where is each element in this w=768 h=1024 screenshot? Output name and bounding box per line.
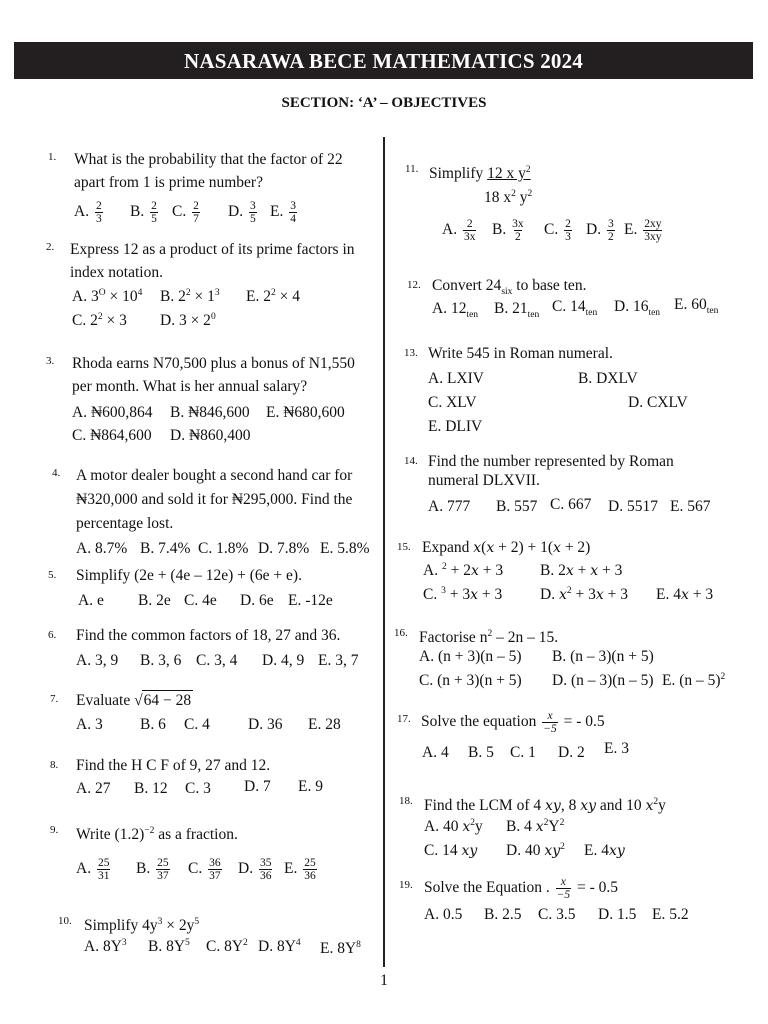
question-text: Express 12 as a product of its prime factors in index notation.: [70, 241, 355, 281]
question-text: Find the H C F of 9, 27 and 12.: [76, 757, 271, 774]
option-c: C. 3, 4: [196, 652, 238, 669]
question-number: 12.: [407, 279, 421, 291]
option-a: A. LXIV: [428, 370, 484, 387]
question-number: 17.: [397, 713, 411, 725]
option-d: D. CXLV: [628, 394, 688, 411]
option-a: A. $8Y^3$: [84, 938, 127, 956]
option-d: D. $16_{ten}$: [614, 298, 661, 319]
option-a: A. ₦600,864: [72, 404, 153, 421]
question-number: 10.: [58, 915, 72, 927]
option-b: B. 5: [468, 744, 494, 761]
option-b: B. $\frac{25}{37}$: [136, 857, 169, 882]
option-d: D. ₦860,400: [170, 427, 251, 444]
question-number: 3.: [46, 355, 55, 367]
option-d: D. 4, 9: [262, 652, 305, 669]
question-number: 5.: [48, 569, 57, 581]
option-b: B. 12: [134, 780, 168, 797]
option-e: E. $2^2 \times 4$: [246, 288, 300, 306]
option-c: C. $8Y^2$: [206, 938, 248, 956]
option-c: C. ₦864,600: [72, 427, 152, 444]
option-c: C. 667: [550, 496, 592, 513]
question-number: 6.: [48, 629, 57, 641]
option-a: A. $\frac{25}{31}$: [76, 857, 110, 882]
option-d: D. $\frac{3}{5}$: [228, 200, 256, 225]
option-b: B. $21_{ten}$: [494, 300, 540, 321]
option-a: A. 8.7%: [76, 540, 128, 557]
option-c: C. $\frac{2}{3}$: [544, 218, 571, 243]
question-text: Solve the Equation . $\frac{x}{-5}$ = - 0.5: [424, 876, 618, 901]
option-c: C. $14_{ten}$: [552, 298, 598, 319]
question-text: Factorise $n^2 - 2n - 15$.: [419, 629, 559, 647]
option-b: B. $8Y^5$: [148, 938, 190, 956]
option-d: D. $\frac{35}{36}$: [238, 857, 272, 882]
question-text-denominator: 18 $x^2$ $y^2$: [484, 189, 533, 207]
exam-title-banner: NASARAWA BECE MATHEMATICS 2024: [14, 42, 753, 79]
option-d: D. 7: [244, 778, 271, 795]
option-e: E. 4xy: [584, 842, 625, 859]
option-e: E. -12e: [288, 592, 333, 609]
option-b: B. 2.5: [484, 906, 522, 923]
option-e: E. 4x + 3: [656, 586, 714, 603]
question-text: Convert $24_{six}$ to base ten.: [432, 277, 587, 298]
option-c: C. $\frac{2}{7}$: [172, 200, 199, 225]
option-b: B. ₦846,600: [170, 404, 250, 421]
option-c: C. 3: [185, 780, 211, 797]
option-e: E. $\frac{3}{4}$: [270, 200, 296, 225]
option-c: C. 3.5: [538, 906, 576, 923]
option-e: E. $8Y^8$: [320, 940, 361, 958]
option-c: C. 1.8%: [198, 540, 249, 557]
option-d: D. 6e: [240, 592, 274, 609]
option-a: A. 3, 9: [76, 652, 119, 669]
question-text: Find the number represented by Roman numeral DLXVII.: [428, 453, 674, 489]
option-b: B. 2x + x + 3: [540, 562, 623, 579]
option-e: E. 28: [308, 716, 341, 733]
option-e: E. 567: [670, 498, 711, 515]
column-divider: [383, 137, 385, 967]
option-e: E. $60_{ten}$: [674, 296, 719, 317]
option-d: D. 7.8%: [258, 540, 310, 557]
question-text: Find the common factors of 18, 27 and 36.: [76, 627, 341, 644]
question-text: What is the probability that the factor of 22 apart from 1 is prime number?: [74, 151, 343, 191]
option-d: D. 36: [248, 716, 283, 733]
option-e: E. $\frac{2xy}{3xy}$: [624, 218, 662, 243]
question-number: 19.: [399, 879, 413, 891]
question-number: 11.: [405, 163, 419, 175]
question-number: 7.: [50, 693, 59, 705]
option-c: C. (n + 3)(n + 5): [419, 672, 522, 689]
option-d: D. $3 \times 2^0$: [160, 312, 216, 330]
option-b: B. 7.4%: [140, 540, 191, 557]
option-d: D. 5517: [608, 498, 658, 515]
option-b: B. 557: [496, 498, 538, 515]
option-e: E. (n – 5)$^2$: [662, 672, 726, 690]
option-c: C. 1: [510, 744, 536, 761]
option-c: C. 4e: [184, 592, 217, 609]
question-text: Write 545 in Roman numeral.: [428, 345, 613, 362]
question-number: 1.: [48, 151, 57, 163]
option-a: A. $\frac{2}{3}$: [74, 200, 102, 225]
question-text: Write $(1.2)^{-2}$ as a fraction.: [76, 826, 238, 844]
option-a: A. $3^O \times 10^4$: [72, 288, 143, 306]
page-number: 1: [380, 972, 388, 989]
option-a: A. $^2$ + 2x + 3: [423, 562, 504, 580]
question-number: 16.: [394, 627, 408, 639]
option-b: B. (n – 3)(n + 5): [552, 648, 654, 665]
option-e: E. 9: [298, 778, 323, 795]
option-e: E. 3: [604, 740, 629, 757]
option-c: C. 14 xy: [424, 842, 478, 859]
option-c: C. $^3$ + 3x + 3: [423, 586, 503, 604]
question-number: 4.: [52, 467, 61, 479]
question-text: A motor dealer bought a second hand car for ₦320,000 and sold it for ₦295,000. Find the percentage lost.: [76, 467, 353, 532]
question-text: Rhoda earns N70,500 plus a bonus of N1,550 per month. What is her annual salary?: [72, 355, 355, 395]
question-number: 18.: [399, 795, 413, 807]
option-b: B. $2^2 \times 1^3$: [160, 288, 220, 306]
question-number: 8.: [50, 759, 59, 771]
option-b: B. 2e: [138, 592, 171, 609]
option-d: D. 40 $xy^2$: [506, 842, 565, 860]
option-c: C. $2^2 \times 3$: [72, 312, 127, 330]
question-text: Find the LCM of 4 xy, 8 xy and 10 $x^2y$: [424, 797, 666, 815]
option-e: E. 5.2: [652, 906, 689, 923]
question-text: Simplify $4y^3 \times 2y^5$: [84, 917, 200, 935]
option-a: A. e: [78, 592, 104, 609]
question-text: Expand x(x + 2) + 1(x + 2): [422, 539, 591, 556]
option-a: A. $12_{ten}$: [432, 300, 479, 321]
option-a: A. $\frac{2}{3x}$: [442, 218, 476, 243]
option-e: E. 5.8%: [320, 540, 370, 557]
option-e: E. $\frac{25}{36}$: [284, 857, 316, 882]
section-heading: SECTION: ‘A’ – OBJECTIVES: [281, 95, 487, 111]
option-c: C. XLV: [428, 394, 477, 411]
question-text: Simplify 12 x $y^2$: [429, 165, 531, 183]
question-text: Evaluate √64 − 28: [76, 692, 192, 709]
option-a: A. 3: [76, 716, 103, 733]
question-text: Simplify (2e + (4e – 12e) + (6e + e).: [76, 567, 302, 584]
option-a: A. 27: [76, 780, 111, 797]
option-a: A. 0.5: [424, 906, 463, 923]
option-e: E. ₦680,600: [266, 404, 345, 421]
option-b: B. DXLV: [578, 370, 638, 387]
option-d: D. $\frac{3}{2}$: [586, 218, 614, 243]
option-c: C. 4: [184, 716, 210, 733]
option-e: E. 3, 7: [318, 652, 359, 669]
option-c: C. $\frac{36}{37}$: [188, 857, 221, 882]
option-b: B. $\frac{3x}{2}$: [492, 218, 524, 243]
option-a: A. 40 $x^2y$: [424, 818, 483, 836]
option-d: D. 2: [558, 744, 585, 761]
question-number: 13.: [404, 347, 418, 359]
question-number: 9.: [50, 824, 59, 836]
option-b: B. 3, 6: [140, 652, 182, 669]
option-b: B. 6: [140, 716, 166, 733]
option-d: D. $8Y^4$: [258, 938, 301, 956]
option-e: E. DLIV: [428, 418, 483, 435]
question-number: 15.: [397, 541, 411, 553]
option-a: A. (n + 3)(n – 5): [419, 648, 522, 665]
option-d: D. 1.5: [598, 906, 637, 923]
question-number: 2.: [46, 241, 55, 253]
option-b: B. $\frac{2}{5}$: [130, 200, 157, 225]
option-a: A. 777: [428, 498, 471, 515]
question-number: 14.: [404, 455, 418, 467]
option-a: A. 4: [422, 744, 449, 761]
option-d: D. $x^2 + 3x + 3$: [540, 586, 629, 604]
option-d: D. (n – 3)(n – 5): [552, 672, 654, 689]
question-text: Solve the equation $\frac{x}{-5}$ = - 0.5: [421, 710, 605, 735]
option-b: B. 4 $x^2Y^2$: [506, 818, 565, 836]
